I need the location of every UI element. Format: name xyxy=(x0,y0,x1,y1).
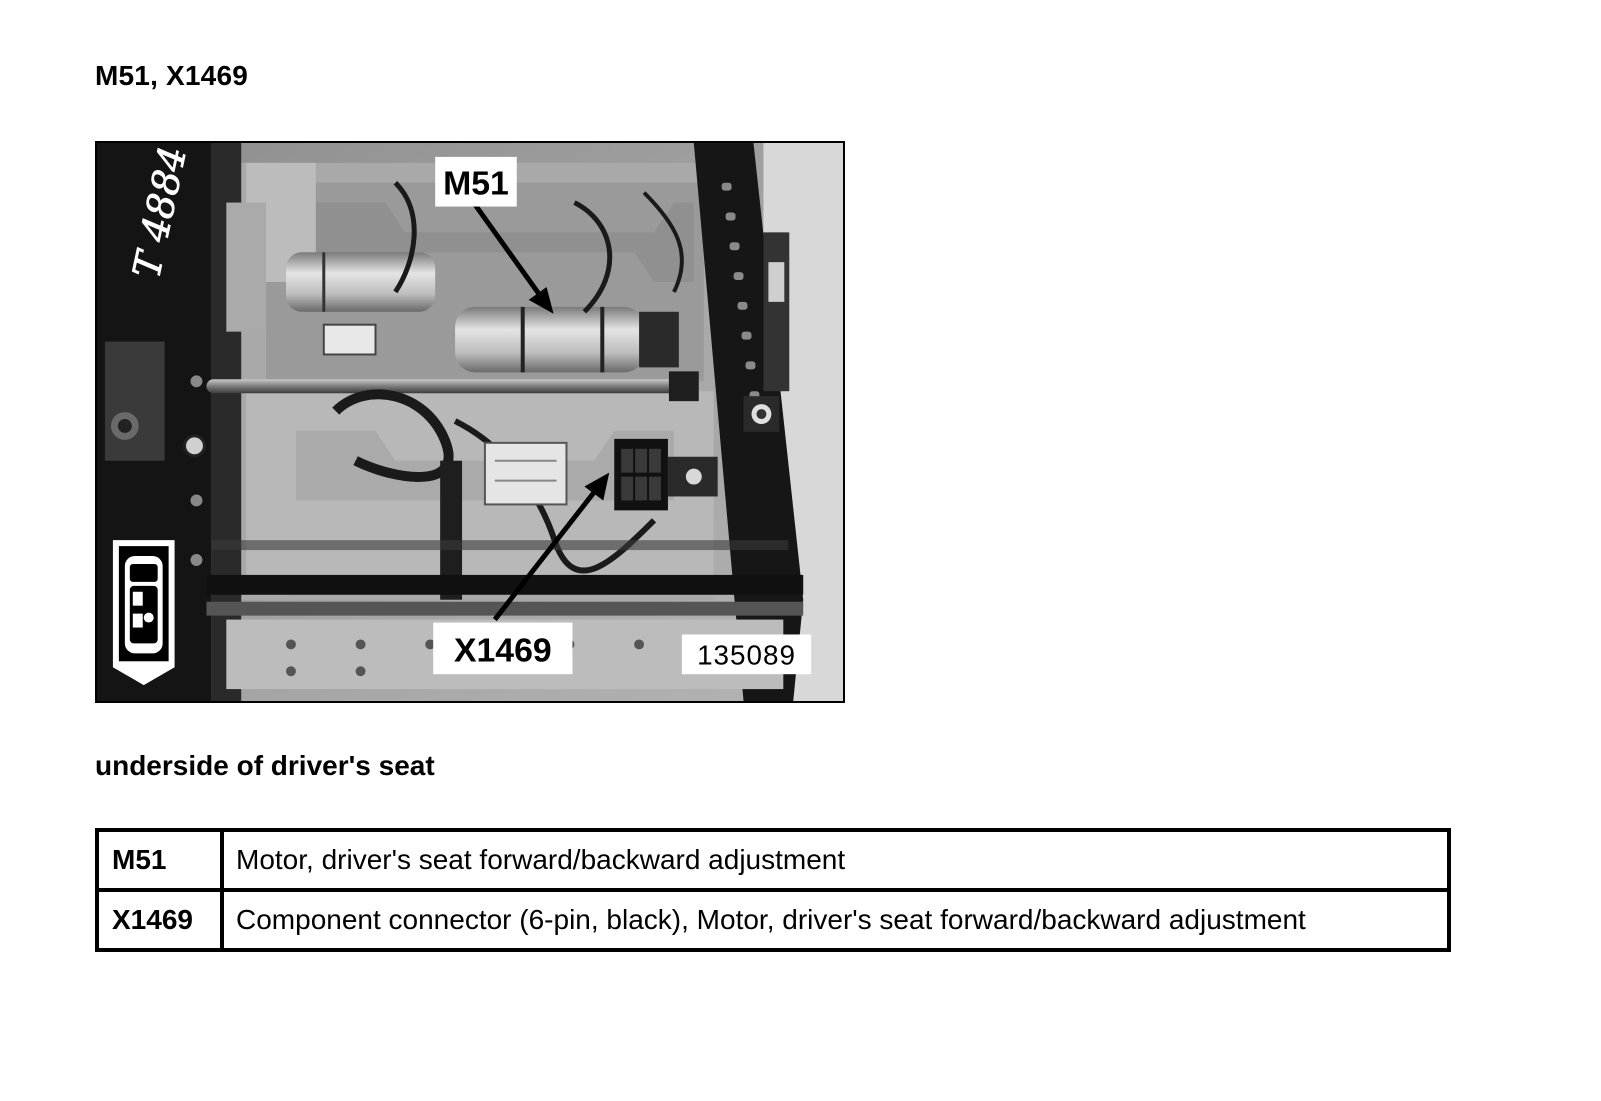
handwritten-mark: T 4884 xyxy=(124,143,196,282)
legend-description: Motor, driver's seat forward/backward adjustment xyxy=(222,830,1449,890)
callout-x1469-label: X1469 xyxy=(453,631,552,670)
legend-table xyxy=(95,828,1451,952)
figure-number-box xyxy=(682,634,811,674)
figure-number: 135089 xyxy=(697,639,796,671)
table-row xyxy=(97,890,1449,950)
car-seat-location-icon xyxy=(113,540,175,685)
callout-m51-label: M51 xyxy=(443,164,509,203)
legend-code: X1469 xyxy=(97,890,222,950)
page-title: M51, X1469 xyxy=(95,60,248,91)
legend-code: M51 xyxy=(97,830,222,890)
callout-m51 xyxy=(435,157,517,207)
seat-underside-photo xyxy=(95,141,845,703)
legend-description: Component connector (6-pin, black), Motor, driver's seat forward/backward adjustment xyxy=(222,890,1449,950)
callout-x1469 xyxy=(433,623,572,675)
table-row xyxy=(97,830,1449,890)
figure-caption: underside of driver's seat xyxy=(95,750,435,781)
